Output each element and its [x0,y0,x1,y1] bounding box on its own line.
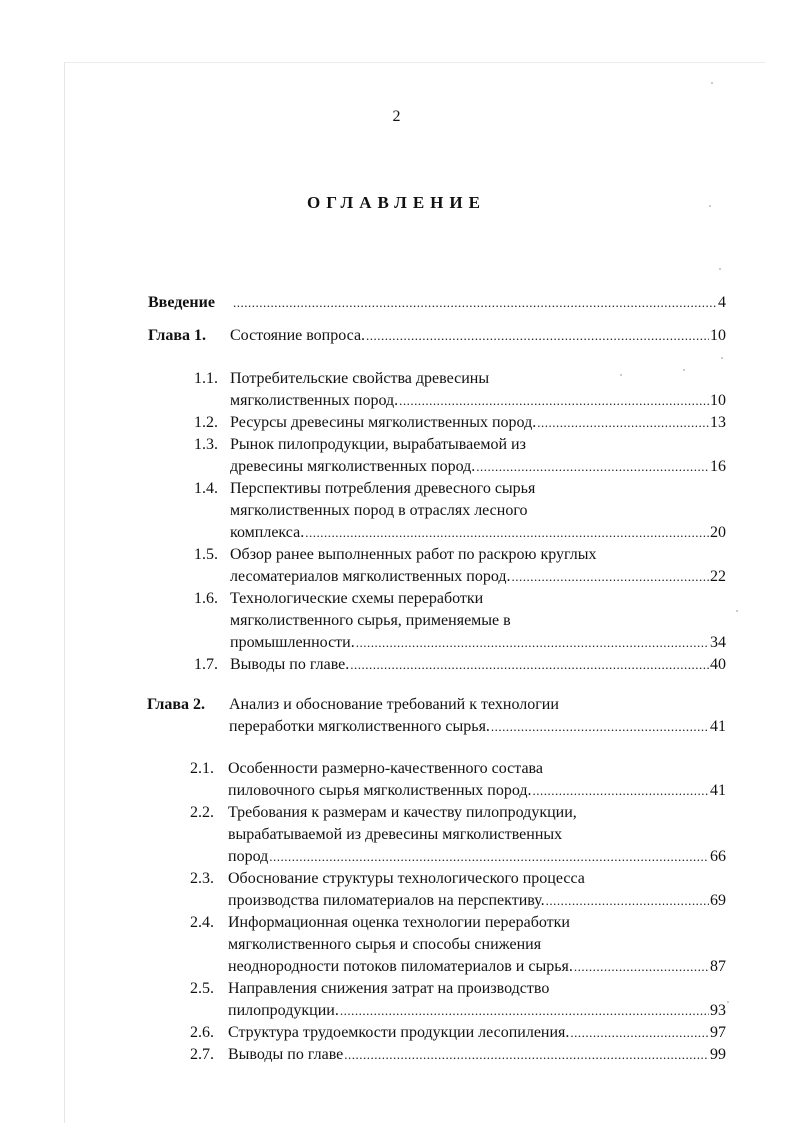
entry-title-line: Структура трудоемкости продукции лесопиления. [228,1024,570,1041]
dot-leader [570,1022,709,1044]
page-ref: 66 [710,848,726,865]
section-number: 1.5. [194,546,218,563]
introduction-label: Введение [148,294,215,311]
page-ref: 4 [718,294,726,311]
section-number: 2.3. [190,870,214,887]
dot-leader [233,292,717,314]
toc-entry-section-1-5 [194,544,726,588]
dot-leader [350,654,709,676]
toc-entry-section-1-4 [194,478,726,544]
page-ref: 10 [710,392,726,409]
entry-title-line: переработки мягколиственного сырья. [229,718,490,735]
entry-title-line: Технологические схемы переработки [230,590,484,607]
section-number: 2.4. [190,914,214,931]
page-ref: 97 [710,1024,726,1041]
toc-entry-section-2-5 [190,978,726,1022]
dot-leader [491,716,709,738]
dot-leader [269,846,709,868]
dot-leader [546,890,709,912]
page-ref: 87 [710,958,726,975]
section-number: 1.4. [194,480,218,497]
section-number: 1.3. [194,436,218,453]
toc-entry-section-2-3 [190,868,726,912]
toc-entry-section-2-7 [190,1044,726,1066]
page-number: 2 [392,108,401,125]
toc-entry-section-2-6 [190,1022,726,1044]
toc-entry-chapter-1 [148,325,726,347]
dot-leader [356,632,709,654]
entry-title-line: лесоматериалов мягколиственных пород. [230,568,511,585]
toc-entry-section-2-1 [190,758,726,802]
dot-leader [574,956,709,978]
entry-title-line: древесины мягколиственных пород. [230,458,476,475]
toc-entry-chapter-2 [147,694,726,738]
section-number: 1.2. [194,414,218,431]
dot-leader [366,325,709,347]
dot-leader [344,1044,709,1066]
toc-entry-section-1-2 [194,412,726,434]
dot-leader [399,390,709,412]
section-number: 1.7. [194,656,218,673]
section-number: 2.7. [190,1046,214,1063]
page-ref: 22 [710,568,726,585]
entry-title-line: Рынок пилопродукции, вырабатываемой из [230,436,526,453]
page-ref: 10 [710,327,726,344]
section-number: 2.1. [190,760,214,777]
section-number: 2.5. [190,980,214,997]
entry-title-line: Потребительские свойства древесины [230,370,490,387]
entry-title-line: Анализ и обоснование требований к технологии [229,696,559,713]
page-title: ОГЛАВЛЕНИЕ [307,193,486,212]
entry-title-line: мягколиственного сырья и способы снижения [228,936,542,953]
toc-entry-section-1-6 [194,588,726,654]
page-ref: 16 [710,458,726,475]
page-ref: 99 [710,1046,726,1063]
toc-entry-section-1-7 [194,654,726,676]
entry-title-line: мягколиственных пород. [230,392,399,409]
entry-title-line: вырабатываемой из древесины мягколиственных [228,826,563,843]
entry-title-line: Обзор ранее выполненных работ по раскрою круглых [230,546,597,563]
entry-title-line: неоднородности потоков пиломатериалов и сырья. [228,958,573,975]
page-ref: 41 [710,782,726,799]
entry-title-line: Выводы по главе [228,1046,344,1063]
entry-title-line: Перспективы потребления древесного сырья [230,480,536,497]
entry-title-line: Ресурсы древесины мягколиственных пород. [230,414,537,431]
toc-entry-section-1-1 [194,368,726,412]
entry-title-line: Информационная оценка технологии переработки [228,914,570,931]
page-ref: 41 [710,718,726,735]
dot-leader [533,780,709,802]
page-ref: 40 [710,656,726,673]
entry-title-line: промышленности. [230,634,355,651]
chapter-label: Глава 2. [147,696,205,713]
entry-title-line: Направления снижения затрат на производство [228,980,550,997]
toc-entry-section-2-4 [190,912,726,978]
entry-title-line: производства пиломатериалов на перспективу. [228,892,545,909]
entry-title-line: комплекса. [230,524,305,541]
toc-entry-section-1-3 [194,434,726,478]
toc-entry-section-2-2 [190,802,726,868]
page-ref: 13 [710,414,726,431]
entry-title-line: Обоснование структуры технологического процесса [228,870,585,887]
dot-leader [340,1000,709,1022]
page-ref: 20 [710,524,726,541]
dot-leader [537,412,709,434]
page-ref: 34 [710,634,726,651]
section-number: 1.6. [194,590,218,607]
entry-title-line: Особенности размерно-качественного состава [228,760,543,777]
section-number: 1.1. [194,370,218,387]
dot-leader [305,522,709,544]
section-number: 2.2. [190,804,214,821]
page-ref: 93 [710,1002,726,1019]
dot-leader [512,566,709,588]
entry-title-line: мягколиственных пород в отраслях лесного [230,502,528,519]
entry-title-line: Состояние вопроса. [230,327,366,344]
section-number: 2.6. [190,1024,214,1041]
entry-title-line: Требования к размерам и качеству пилопродукции, [228,804,577,821]
entry-title-line: пород [228,848,269,865]
chapter-label: Глава 1. [148,327,206,344]
page-ref: 69 [710,892,726,909]
entry-title-line: пилопродукции. [228,1002,339,1019]
dot-leader [476,456,709,478]
entry-title-line: пиловочного сырья мягколиственных пород. [228,782,532,799]
entry-title-line: мягколиственного сырья, применяемые в [230,612,511,629]
entry-title-line: Выводы по главе. [230,656,350,673]
